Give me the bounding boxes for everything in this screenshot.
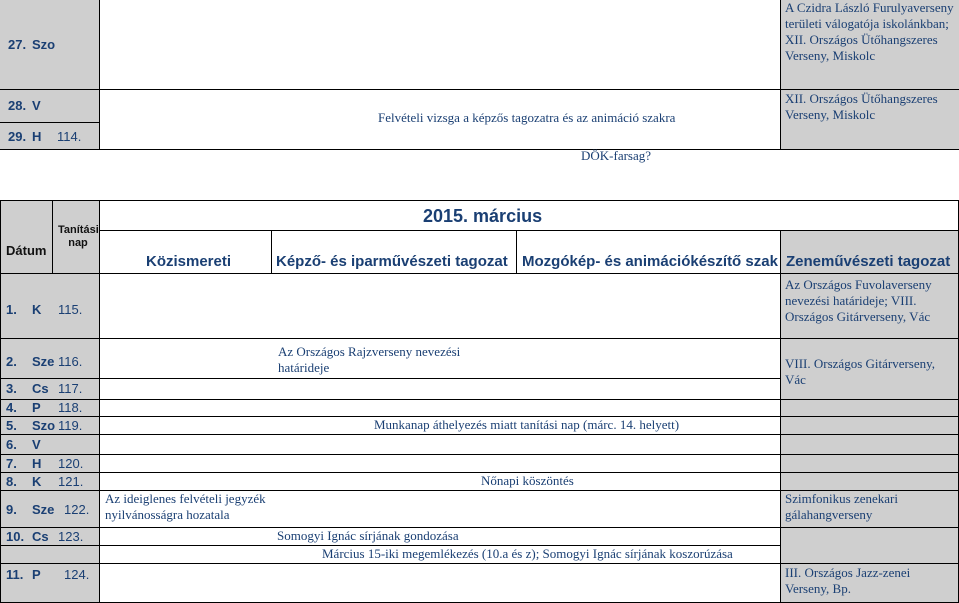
fuvola-event: Az Országos Fuvolaverseny nevezési határideje; VIII. Országos Gitárverseny, Vác xyxy=(785,277,932,324)
row-weekday: H xyxy=(32,456,42,471)
row-teaching-day: 115. xyxy=(58,302,83,317)
row-teaching-day: 118. xyxy=(58,400,83,415)
row-28-weekday: V xyxy=(32,98,41,113)
row-weekday: Cs xyxy=(32,381,49,396)
dok-farsang-event: DÖK-farsag? xyxy=(581,148,652,163)
gitar-event: VIII. Országos Gitárverseny, Vác xyxy=(785,356,936,387)
row-28-day: 28. xyxy=(8,98,27,113)
row-day: 1. xyxy=(6,302,17,317)
row-day: 9. xyxy=(6,502,17,517)
row-weekday: P xyxy=(32,567,41,582)
row-teaching-day: 123. xyxy=(58,529,84,544)
row-teaching-day: 116. xyxy=(58,354,83,369)
header-teaching-day: Tanítási nap xyxy=(58,224,99,249)
row-weekday: Cs xyxy=(32,529,49,544)
row-weekday: Sze xyxy=(32,354,55,369)
row-teaching-day: 121. xyxy=(58,474,84,489)
row-day: 2. xyxy=(6,354,17,369)
czidra-event: A Czidra László Furulyaverseny területi válogatója iskolánkban; XII. Országos Ütőhangszeres Verseny, Miskolc xyxy=(785,0,954,63)
row-day: 4. xyxy=(6,400,17,415)
row-teaching-day: 122. xyxy=(64,502,90,517)
row-weekday: Szo xyxy=(32,418,56,433)
row-29-day: 29. xyxy=(8,129,27,144)
header-music: Zeneművészeti tagozat xyxy=(786,253,951,270)
row-teaching-day: 117. xyxy=(58,381,83,396)
marcius15-event: Március 15-iki megemlékezés (10.a és z); Somogyi Ignác sírjának koszorúzása xyxy=(322,546,733,561)
row-27-weekday: Szo xyxy=(32,37,56,52)
row-29-weekday: H xyxy=(32,129,42,144)
header-fine-arts: Képző- és iparművészeti tagozat xyxy=(276,253,508,270)
uto-event: XII. Országos Ütőhangszeres Verseny, Miskolc xyxy=(785,91,938,122)
row-day: 10. xyxy=(6,529,25,544)
kepzo-exam-event: Felvételi vizsga a képzős tagozatra és az animáció szakra xyxy=(378,110,676,125)
row-weekday: P xyxy=(32,400,41,415)
nonapi-event: Nőnapi köszöntés xyxy=(481,473,574,488)
row-day: 7. xyxy=(6,456,17,471)
row-27-day: 27. xyxy=(8,37,27,52)
rajz-event: Az Országos Rajzverseny nevezési határideje xyxy=(278,344,461,375)
szimfonikus-event: Szimfonikus zenekari gálahangverseny xyxy=(785,491,898,522)
row-day: 3. xyxy=(6,381,17,396)
row-teaching-day: 119. xyxy=(58,418,83,433)
somogyi-event: Somogyi Ignác sírjának gondozása xyxy=(277,528,459,543)
row-teaching-day: 124. xyxy=(64,567,90,582)
ideiglenes-event: Az ideiglenes felvételi jegyzék nyilvánosságra hozatala xyxy=(105,491,266,522)
row-day: 6. xyxy=(6,437,17,452)
header-date: Dátum xyxy=(6,243,47,258)
row-weekday: V xyxy=(32,437,41,452)
month-title: 2015. március xyxy=(423,206,543,226)
jazz-event: III. Országos Jazz-zenei Verseny, Bp. xyxy=(785,565,911,596)
row-day: 5. xyxy=(6,418,17,433)
row-weekday: K xyxy=(32,474,42,489)
row-teaching-day: 120. xyxy=(58,456,84,471)
row-weekday: K xyxy=(32,302,42,317)
row-day: 8. xyxy=(6,474,17,489)
munkanap-event: Munkanap áthelyezés miatt tanítási nap (márc. 14. helyett) xyxy=(374,417,680,432)
row-29-teaching-day: 114. xyxy=(57,129,82,144)
row-day: 11. xyxy=(6,567,24,582)
header-general: Közismereti xyxy=(146,253,232,270)
header-animation: Mozgókép- és animációkészítő szak xyxy=(522,253,778,270)
row-weekday: Sze xyxy=(32,502,55,517)
